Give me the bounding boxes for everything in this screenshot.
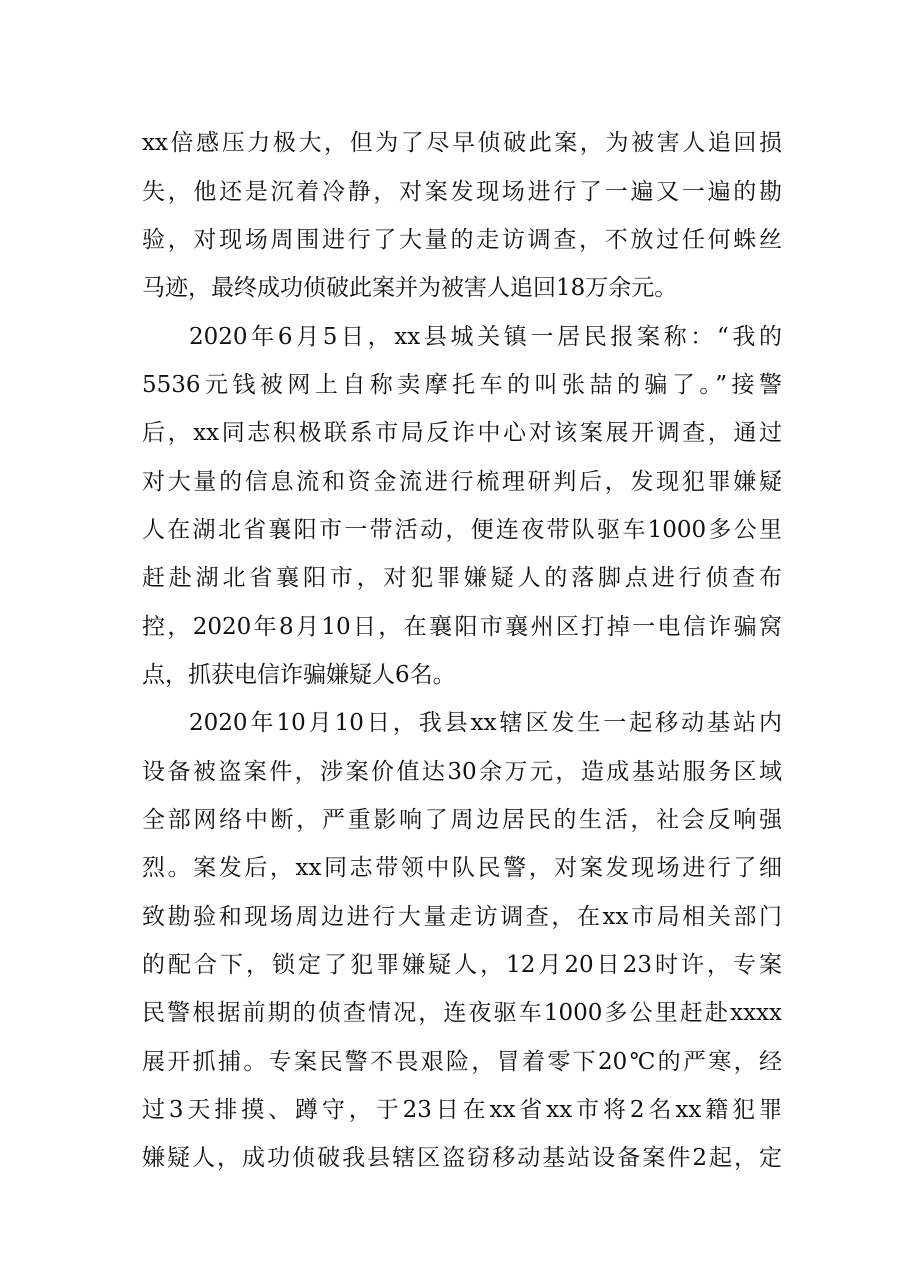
text-line: 对大量的信息流和资金流进行梳理研判后，发现犯罪嫌疑	[142, 469, 782, 495]
text-line: 点，抓获电信诈骗嫌疑人6名。	[142, 662, 456, 688]
text-line: 失，他还是沉着冷静，对案发现场进行了一遍又一遍的勘	[142, 179, 782, 205]
text-line: 烈。案发后，xx同志带领中队民警，对案发现场进行了细	[142, 855, 782, 881]
text-line: 验，对现场周围进行了大量的走访调查，不放过任何蛛丝	[142, 227, 782, 253]
text-line: 致勘验和现场周边进行大量走访调查，在xx市局相关部门	[142, 904, 782, 930]
text-line: 全部网络中断，严重影响了周边居民的生活，社会反响强	[142, 807, 782, 833]
text-line: 控，2020年8月10日，在襄阳市襄州区打掉一电信诈骗窝	[142, 614, 782, 640]
text-line: 后，xx同志积极联系市局反诈中心对该案展开调查，通过	[142, 420, 782, 446]
text-line: xx倍感压力极大，但为了尽早侦破此案，为被害人追回损	[142, 130, 782, 156]
text-line: 嫌疑人，成功侦破我县辖区盗窃移动基站设备案件2起，定	[142, 1145, 782, 1171]
text-line: 赶赴湖北省襄阳市，对犯罪嫌疑人的落脚点进行侦查布	[142, 565, 782, 591]
paragraph-first-line: 2020年10月10日，我县xx辖区发生一起移动基站内	[189, 710, 782, 736]
text-line: 展开抓捕。专案民警不畏艰险，冒着零下20℃的严寒，经	[142, 1049, 782, 1075]
text-line: 设备被盗案件，涉案价值达30余万元，造成基站服务区域	[142, 759, 782, 785]
paragraph-first-line: 2020年6月5日，xx县城关镇一居民报案称：“我的	[189, 324, 782, 350]
text-line: 的配合下，锁定了犯罪嫌疑人，12月20日23时许，专案	[142, 952, 782, 978]
text-line: 人在湖北省襄阳市一带活动，便连夜带队驱车1000多公里	[142, 517, 782, 543]
text-line: 过3天排摸、蹲守，于23日在xx省xx市将2名xx籍犯罪	[142, 1097, 782, 1123]
text-line: 民警根据前期的侦查情况，连夜驱车1000多公里赶赴xxxx	[142, 1000, 782, 1026]
text-line: 马迹，最终成功侦破此案并为被害人追回18万余元。	[142, 275, 678, 301]
text-line: 5536元钱被网上自称卖摩托车的叫张喆的骗了。”接警	[142, 372, 782, 398]
